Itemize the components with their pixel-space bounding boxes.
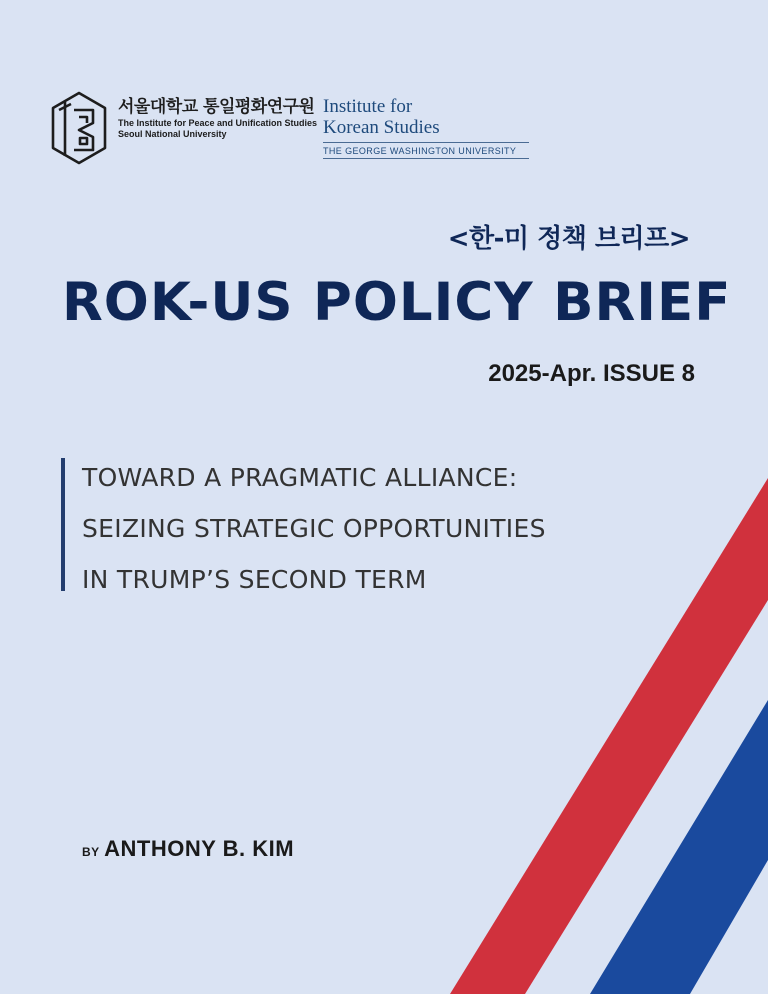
snu-university-name: Seoul National University: [118, 129, 227, 139]
ifks-university: THE GEORGE WASHINGTON UNIVERSITY: [323, 146, 517, 156]
ifks-name-line1: Institute for: [323, 96, 413, 117]
ifks-name-line2: Korean Studies: [323, 117, 440, 138]
byline-prefix: BY: [82, 845, 100, 859]
author-name: ANTHONY B. KIM: [104, 836, 295, 861]
article-title-line: SEIZING STRATEGIC OPPORTUNITIES: [82, 514, 546, 543]
snu-english-name: The Institute for Peace and Unification Studies: [118, 118, 318, 128]
issue-label: 2025-Apr. ISSUE 8: [488, 360, 695, 387]
snu-korean-name: 서울대학교 통일평화연구원: [118, 97, 315, 117]
article-title-line: TOWARD A PRAGMATIC ALLIANCE:: [82, 463, 518, 492]
korean-subtitle: <한-미 정책 브리프>: [447, 224, 690, 254]
article-title: [82, 452, 702, 605]
title-accent-bar: [61, 458, 65, 591]
page-title: ROK-US POLICY BRIEF: [62, 272, 732, 333]
byline: [82, 836, 294, 862]
article-title-line: IN TRUMP’S SECOND TERM: [82, 565, 427, 594]
